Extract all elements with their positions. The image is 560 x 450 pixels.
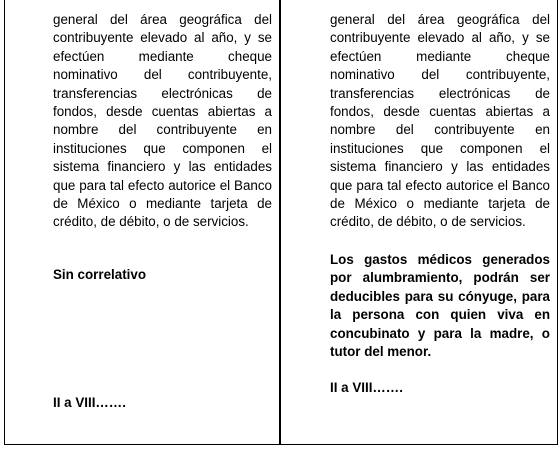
clipped-previous-line [365, 0, 535, 4]
right-fracciones-text: II a VIII……. [330, 380, 403, 396]
left-paragraph: general del área geográfica del contribuyente elevado al año, y se efectúen mediante cheque nominativo del contribuyente, transferencias electrónicas de fondos, desde cuentas abiertas a nombre del contribuyente en instituciones que componen el sistema financiero y las entidades que para tal efecto autorice el Banco de México o mediante tarjeta de crédito, de débito, o de servicios. [53, 12, 272, 230]
sin-correlativo-text: Sin correlativo [53, 266, 147, 282]
right-paragraph: general del área geográfica del contribuyente elevado al año, y se efectúen mediante cheque nominativo del contribuyente, transferencias electrónicas de fondos, desde cuentas abiertas a nombre del contribuyente en instituciones que componen el sistema financiero y las entidades que para tal efecto autorice el Banco de México o mediante tarjeta de crédito, de débito, o de servicios. [330, 12, 550, 230]
column-divider [279, 0, 281, 445]
right-cell [330, 11, 550, 398]
left-fracciones-text: II a VIII……. [53, 395, 126, 411]
new-deduction-paragraph: Los gastos médicos generados por alumbramiento, podrán ser deducibles para su cónyuge, para la persona con quien viva en concubinato y para la madre, o tutor del menor. [330, 251, 550, 359]
left-cell [53, 11, 272, 413]
